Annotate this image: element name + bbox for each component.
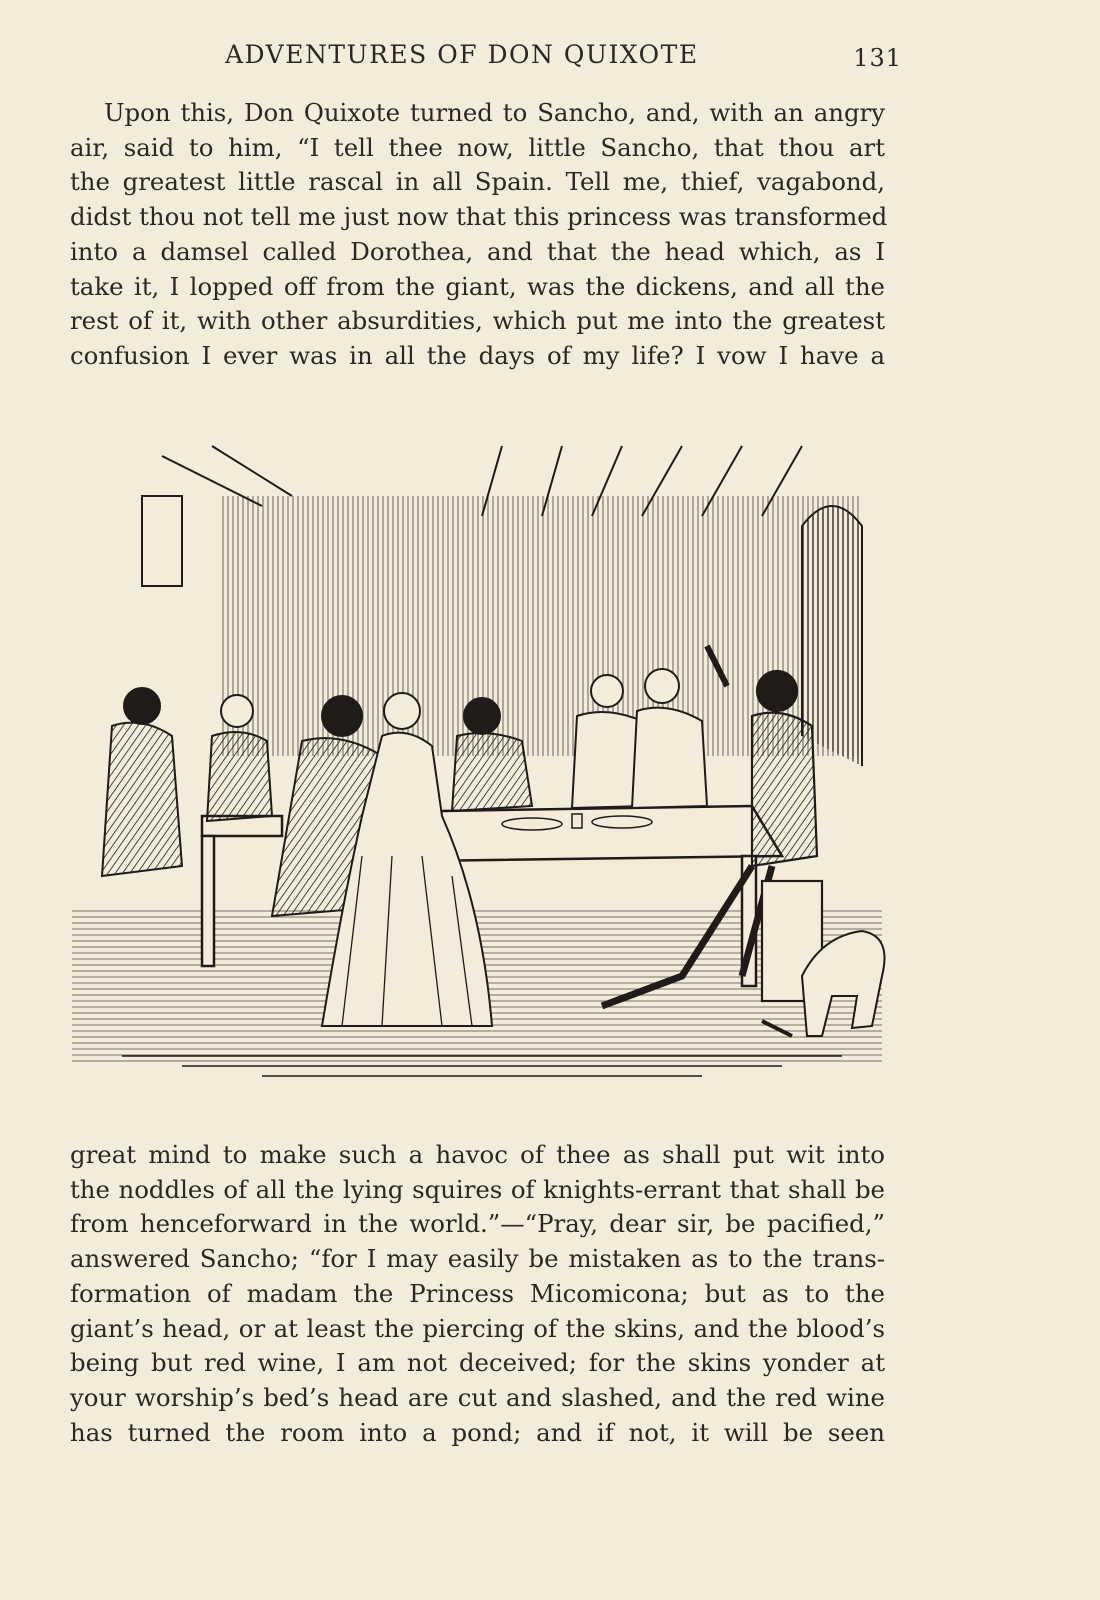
running-title: ADVENTURES OF DON QUIXOTE — [225, 40, 699, 69]
text-line: into a damsel called Dorothea, and that the head which, as I — [70, 236, 885, 266]
text-line: take it, I lopped off from the giant, was the dickens, and all the — [70, 271, 885, 301]
text-line: rest of it, with other absurdities, which put me into the greatest — [70, 306, 885, 336]
text-line: great mind to make such a havoc of thee as shall put wit into — [70, 1140, 885, 1169]
engraving-illustration — [62, 436, 902, 1106]
text-line: formation of madam the Princess Micomicona; but as to the — [70, 1278, 885, 1308]
text-line: giant’s head, or at least the piercing of the skins, and the blood’s — [70, 1313, 885, 1343]
text-line: being but red wine, I am not deceived; for the skins yonder at — [70, 1348, 885, 1378]
tavern-scene-engraving — [62, 436, 902, 1106]
text-line: Upon this, Don Quixote turned to Sancho, and, with an angry — [104, 98, 885, 127]
page-number: 131 — [853, 44, 902, 72]
text-line: answered Sancho; “for I may easily be mistaken as to the trans- — [70, 1244, 885, 1274]
text-line: didst thou not tell me just now that this princess was transformed — [70, 202, 888, 232]
text-line: air, said to him, “I tell thee now, little Sancho, that thou art — [70, 132, 885, 162]
paragraph-top — [70, 96, 888, 374]
text-line: from henceforward in the world.”—“Pray, dear sir, be pacified,” — [70, 1209, 885, 1239]
left-window — [142, 496, 182, 586]
text-line: confusion I ever was in all the days of my life? I vow I have a — [70, 340, 885, 370]
text-line: has turned the room into a pond; and if not, it will be seen — [70, 1417, 885, 1447]
paragraph-bottom — [70, 1138, 885, 1450]
text-line: the greatest little rascal in all Spain. Tell me, thief, vagabond, — [70, 167, 885, 197]
text-line: your worship’s bed’s head are cut and slashed, and the red wine — [70, 1382, 885, 1412]
text-line: the noddles of all the lying squires of knights-errant that shall be — [70, 1174, 885, 1204]
